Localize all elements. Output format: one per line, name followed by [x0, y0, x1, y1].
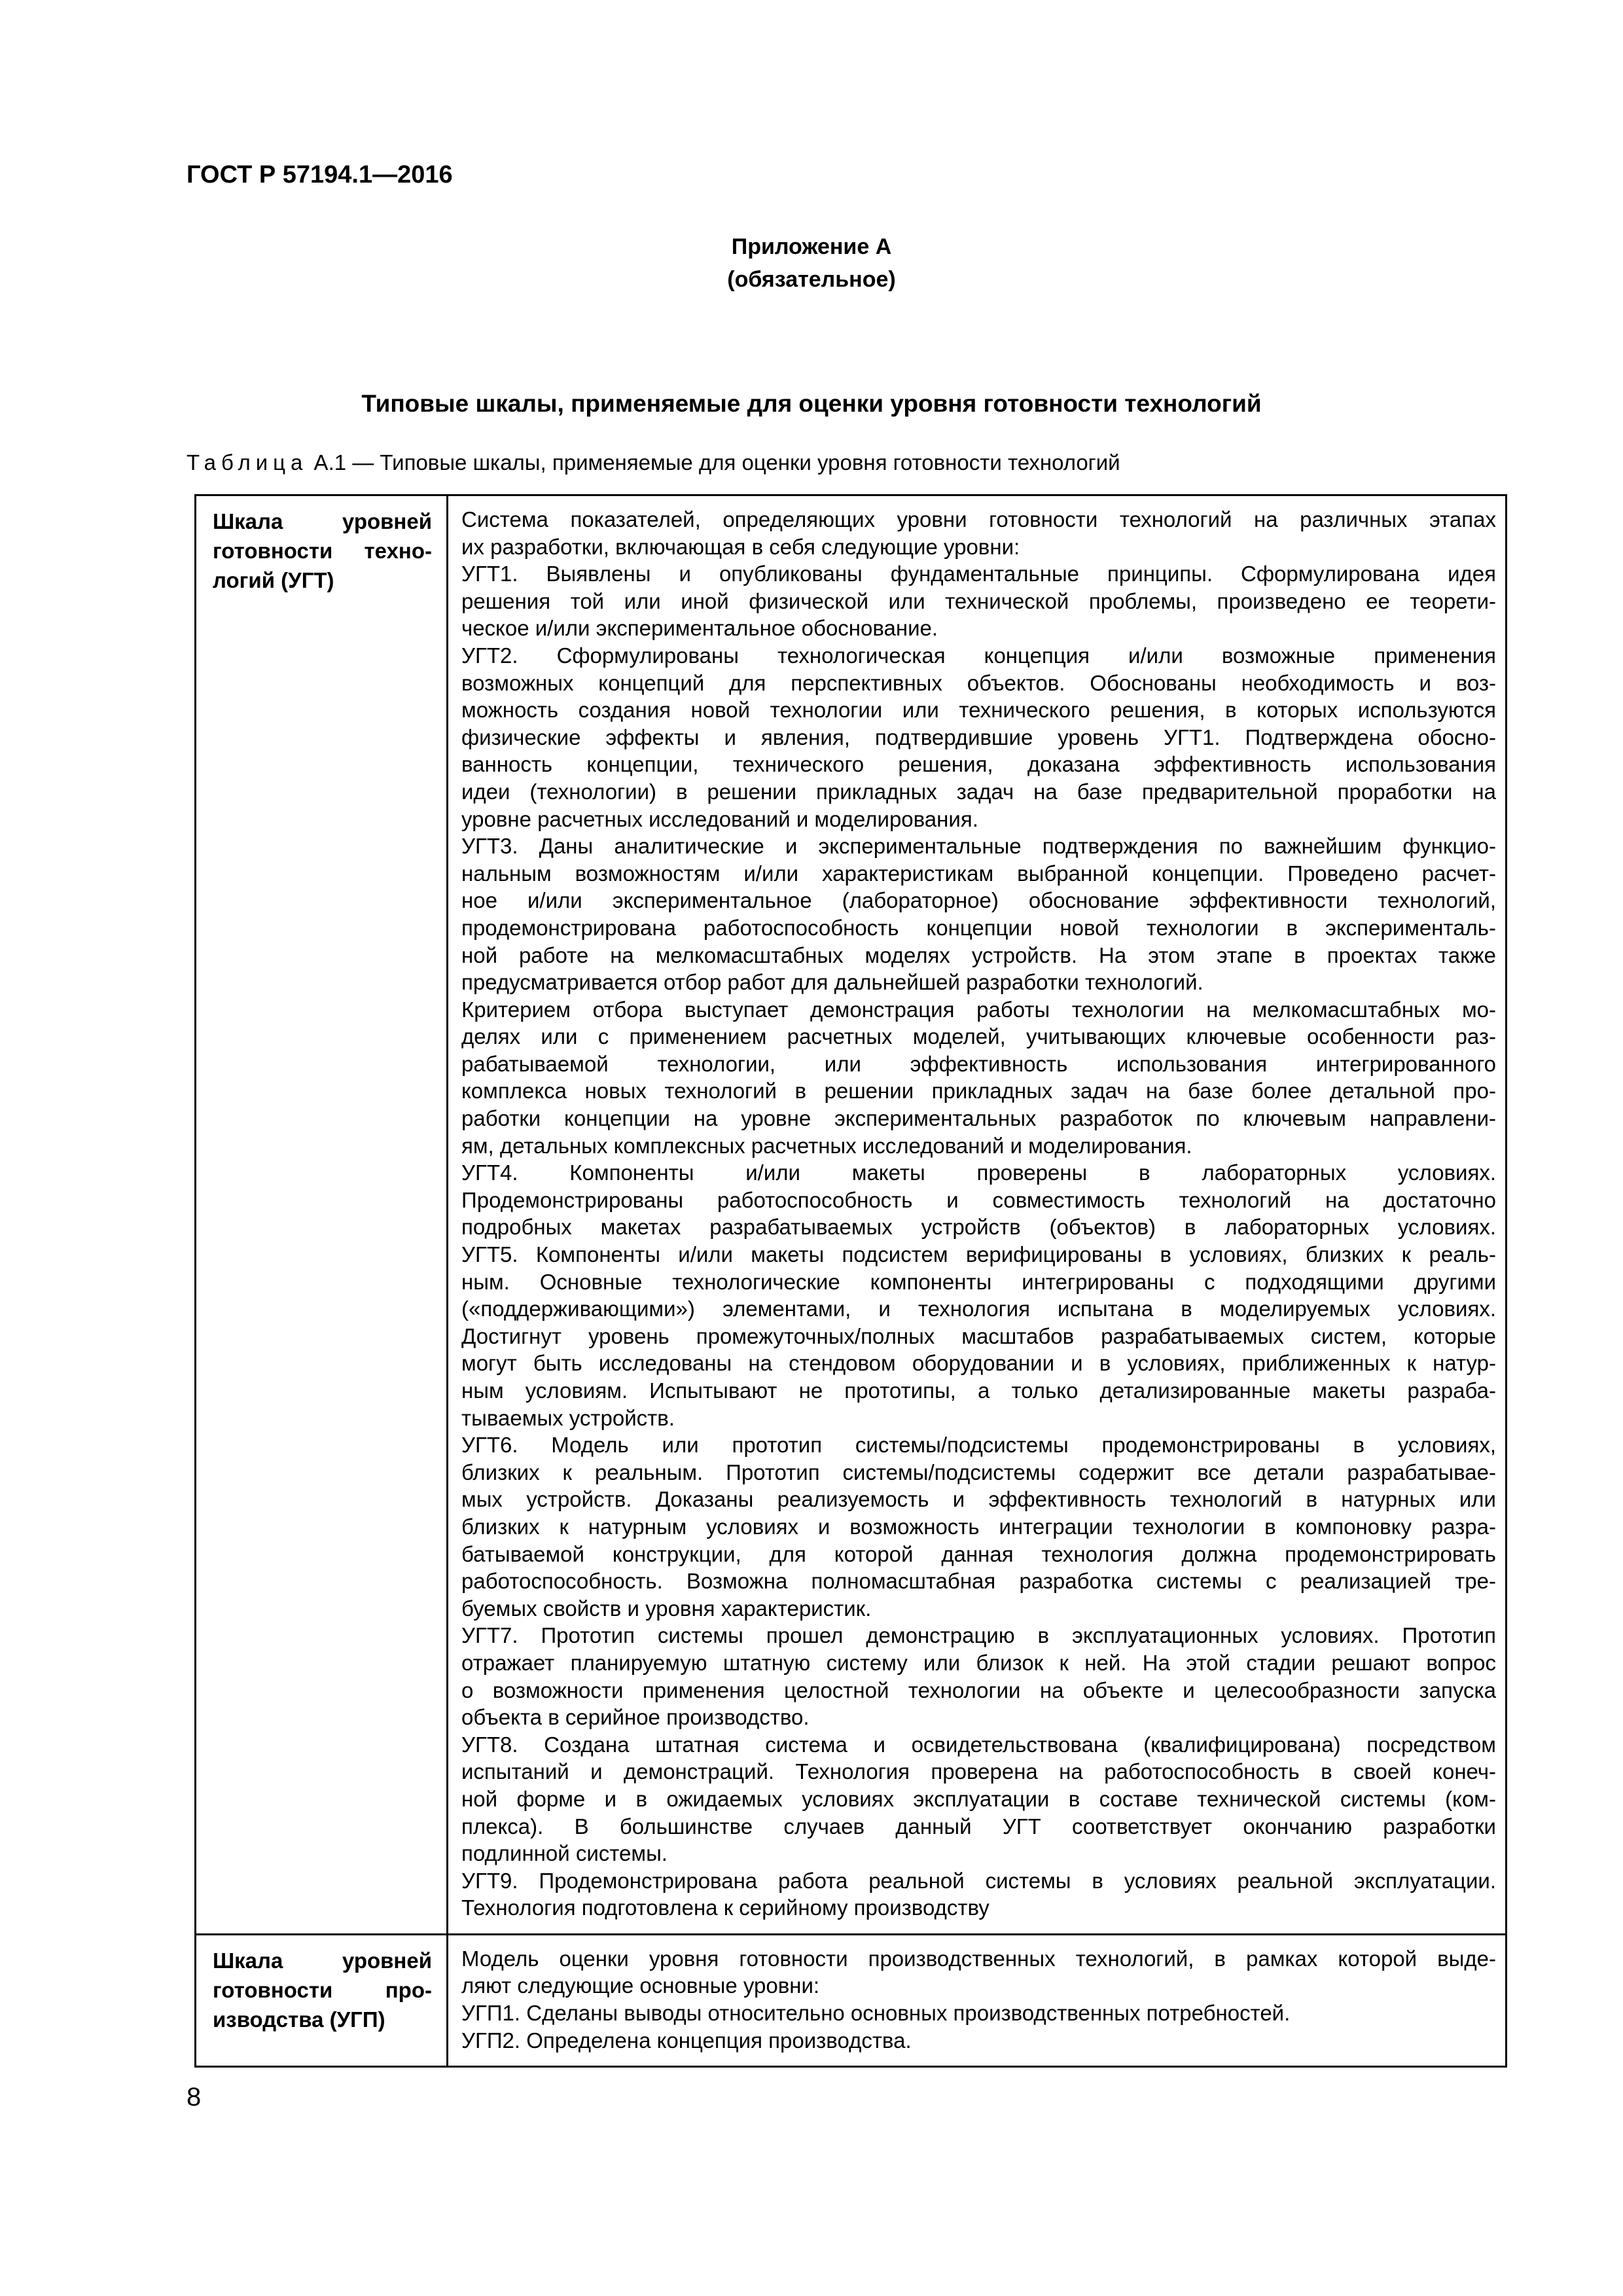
- text-line: рабатываемой технологии, или эффективность использования интегрированного: [461, 1051, 1496, 1076]
- page-number: 8: [187, 2083, 202, 2111]
- text-line: плекса). В большинстве случаев данный УГТ соответствует окончанию разработки: [461, 1814, 1496, 1839]
- text-line: могут быть исследованы на стендовом оборудовании и в условиях, приближенных к натур-: [461, 1351, 1496, 1376]
- definition-cell: [448, 1935, 1505, 2066]
- text-line: ческое и/или экспериментальное обоснование.: [461, 616, 938, 641]
- text-line: можность создания новой технологии или технического решения, в которых используются: [461, 698, 1496, 723]
- text-line: возможных концепций для перспективных объектов. Обоснованы необходимость и воз-: [461, 670, 1496, 695]
- text-line: делях или с применением расчетных моделей, учитывающих ключевые особенности раз-: [461, 1024, 1496, 1049]
- table-caption-text: А.1 — Типовые шкалы, применяемые для оценки уровня готовности технологий: [308, 450, 1120, 475]
- text-line: объекта в серийное производство.: [461, 1705, 810, 1730]
- table: [194, 494, 1507, 2068]
- text-line: УГТ8. Создана штатная система и освидетельствована (квалифицирована) посредством: [461, 1732, 1496, 1757]
- text-line: ляют следующие основные уровни:: [461, 1973, 820, 1998]
- text-line: продемонстрирована работоспособность концепции новой технологии в эксперименталь-: [461, 915, 1496, 940]
- text-line: идеи (технологии) в решении прикладных задач на базе предварительной проработки на: [461, 779, 1496, 804]
- text-line: работоспособность. Возможна полномасштабная разработка системы с реализацией тре-: [461, 1569, 1496, 1594]
- text-line: подлинной системы.: [461, 1841, 668, 1866]
- text-line: УГТ7. Прототип системы прошел демонстрацию в эксплуатационных условиях. Прототип: [461, 1623, 1496, 1648]
- text-line: испытаний и демонстраций. Технология проверена на работоспособность в своей конеч-: [461, 1759, 1496, 1784]
- text-line: ным условиям. Испытывают не прототипы, а только детализированные макеты разраба-: [461, 1378, 1496, 1403]
- text-line: изводства (УГП): [213, 2007, 385, 2032]
- text-line: Продемонстрированы работоспособность и совместимость технологий на достаточно: [461, 1187, 1496, 1212]
- text-line: физические эффекты и явления, подтвердившие уровень УГТ1. Подтверждена обосно-: [461, 725, 1496, 749]
- text-line: УГП1. Сделаны выводы относительно основных производственных потребностей.: [461, 2001, 1291, 2026]
- text-line: близких к реальным. Прототип системы/подсистемы содержит все детали разрабатывае-: [461, 1460, 1496, 1484]
- doc-code: ГОСТ Р 57194.1—2016: [187, 161, 453, 188]
- text-line: готовности про-: [213, 1977, 432, 2002]
- definition-cell: [448, 496, 1505, 1933]
- text-line: Модель оценки уровня готовности производственных технологий, в рамках которой выде-: [461, 1946, 1496, 1971]
- table-row: [196, 496, 1505, 1933]
- text-line: («поддерживающими») элементами, и технология испытана в моделируемых условиях.: [461, 1297, 1496, 1321]
- text-line: Система показателей, определяющих уровни готовности технологий на различных этапах: [461, 507, 1496, 531]
- text-line: УГТ5. Компоненты и/или макеты подсистем верифицированы в условиях, близких к реаль-: [461, 1242, 1496, 1267]
- text-line: УГТ6. Модель или прототип системы/подсистемы продемонстрированы в условиях,: [461, 1433, 1496, 1458]
- text-line: ной работе на мелкомасштабных моделях устройств. На этом этапе в проектах также: [461, 942, 1496, 967]
- text-line: УГТ3. Даны аналитические и экспериментальные подтверждения по важнейшим функцио-: [461, 834, 1496, 859]
- text-line: ванность концепции, технического решения, доказана эффективность использования: [461, 752, 1496, 777]
- text-line: их разработки, включающая в себя следующие уровни:: [461, 534, 1020, 559]
- appendix-heading: [0, 230, 1623, 296]
- text-line: мых устройств. Доказаны реализуемость и эффективность технологий в натурных или: [461, 1487, 1496, 1512]
- text-line: ям, детальных комплексных расчетных исследований и моделирования.: [461, 1133, 1192, 1158]
- text-line: комплекса новых технологий в решении прикладных задач на базе более детальной про-: [461, 1079, 1496, 1103]
- text-line: УГТ9. Продемонстрирована работа реальной системы в условиях реальной эксплуатации.: [461, 1868, 1496, 1893]
- text-line: ной форме и в ожидаемых условиях эксплуатации в составе технической системы (ком-: [461, 1786, 1496, 1811]
- text-line: УГТ2. Сформулированы технологическая концепция и/или возможные применения: [461, 643, 1496, 668]
- text-line: о возможности применения целостной технологии на объекте и целесообразности запуска: [461, 1677, 1496, 1702]
- text-line: работки концепции на уровне экспериментальных разработок по ключевым направлени-: [461, 1106, 1496, 1131]
- text-line: готовности техно-: [213, 539, 432, 563]
- page-title: Типовые шкалы, применяемые для оценки уровня готовности технологий: [361, 390, 1262, 417]
- text-line: батываемой конструкции, для которой данная технология должна продемонстрировать: [461, 1541, 1496, 1566]
- text-line: нальным возможностям и/или характеристикам выбранной концепции. Проведено расчет-: [461, 861, 1496, 886]
- text-line: подробных макетах разрабатываемых устройств (объектов) в лабораторных условиях.: [461, 1215, 1496, 1240]
- text-line: близких к натурным условиях и возможность интеграции технологии в компоновку разра-: [461, 1514, 1496, 1539]
- text-line: УГТ1. Выявлены и опубликованы фундаментальные принципы. Сформулирована идея: [461, 562, 1496, 586]
- text-line: буемых свойств и уровня характеристик.: [461, 1596, 872, 1621]
- table-caption: [187, 450, 1120, 475]
- text-line: Технология подготовлена к серийному производству: [461, 1895, 990, 1920]
- text-line: ным. Основные технологические компоненты интегрированы с подходящими другими: [461, 1269, 1496, 1294]
- text-line: Критерием отбора выступает демонстрация работы технологии на мелкомасштабных мо-: [461, 997, 1496, 1022]
- appendix-title: Приложение А: [731, 234, 892, 259]
- text-line: Шкала уровней: [213, 1948, 432, 1973]
- appendix-note: (обязательное): [727, 267, 896, 292]
- term-cell: [196, 1935, 448, 2066]
- text-line: Достигнут уровень промежуточных/полных масштабов разрабатываемых систем, которые: [461, 1323, 1496, 1348]
- text-line: УГТ4. Компоненты и/или макеты проверены в лабораторных условиях.: [461, 1160, 1496, 1185]
- term-cell: [196, 496, 448, 1933]
- text-line: уровне расчетных исследований и моделирования.: [461, 806, 978, 831]
- text-line: тываемых устройств.: [461, 1405, 675, 1430]
- text-line: отражает планируемую штатную систему или близок к ней. На этой стадии решают вопрос: [461, 1650, 1496, 1675]
- table-row: [196, 1933, 1505, 2066]
- table-caption-label: Таблица: [187, 450, 308, 475]
- text-line: УГП2. Определена концепция производства.: [461, 2028, 912, 2053]
- text-line: логий (УГТ): [213, 568, 334, 592]
- text-line: Шкала уровней: [213, 509, 432, 533]
- text-line: ное и/или экспериментальное (лабораторное) обоснование эффективности технологий,: [461, 888, 1496, 913]
- text-line: предусматривается отбор работ для дальнейшей разработки технологий.: [461, 970, 1204, 995]
- text-line: решения той или иной физической или технической проблемы, произведено ее теорети-: [461, 588, 1496, 613]
